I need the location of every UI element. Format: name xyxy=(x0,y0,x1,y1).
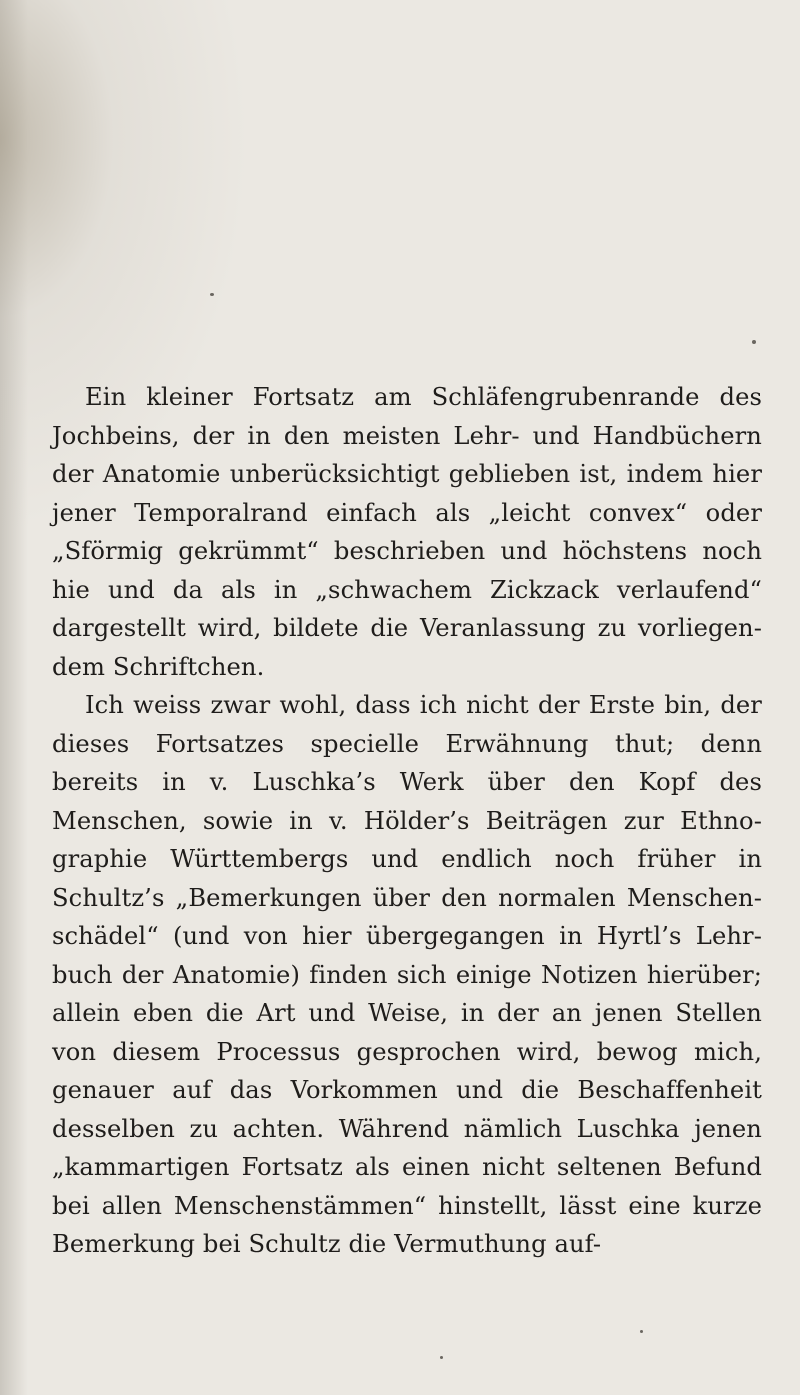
paper-speck xyxy=(752,340,756,344)
text-line: der dieses Fortsatzes specielle Erwähnung thut; denn xyxy=(52,691,762,758)
paragraph-1 xyxy=(52,378,762,686)
paper-speck xyxy=(640,1330,643,1333)
text-line: kurze Bemerkung bei Schultz die Vermuthung auf- xyxy=(52,1191,762,1258)
body-text xyxy=(52,378,762,1264)
text-line: schädel“ (und von hier übergegangen in Hyrtl’s Lehr- xyxy=(52,922,762,950)
text-line: Ich weiss zwar wohl, dass ich nicht der Erste bin, xyxy=(85,691,712,719)
text-line: hie und da als in „schwachem Zickzack verlaufend“ xyxy=(52,575,762,604)
text-line: genauer auf das Vorkommen und die Beschaffenheit xyxy=(52,1076,762,1104)
text-line: Ein kleiner Fortsatz am Schläfengrubenrande des xyxy=(85,383,762,411)
text-line: „Sförmig gekrümmt“ beschrieben und höchstens noch xyxy=(52,537,762,565)
text-line: Jochbeins, der in den meisten Lehr- und Handbüchern xyxy=(52,421,762,450)
text-line: allein eben die Art und Weise, in der an jenen Stellen xyxy=(52,999,762,1027)
text-line: Befund bei allen Menschenstämmen“ hinstellt, lässt eine xyxy=(52,1153,762,1220)
paper-speck xyxy=(210,293,214,296)
text-line: dem Schriftchen. xyxy=(52,652,265,681)
paper-speck xyxy=(440,1356,443,1359)
text-line: der Anatomie unberücksichtigt geblieben ist, indem hier xyxy=(52,460,762,488)
text-line: Menschen, sowie in v. Hölder’s Beiträgen zur Ethno- xyxy=(52,806,762,835)
paragraph-2 xyxy=(52,686,762,1264)
text-line: buch der Anatomie) finden sich einige Notizen hierüber; xyxy=(52,960,762,989)
text-line: desselben zu achten. Während nämlich Luschka xyxy=(52,1114,680,1143)
text-line: graphie Württembergs und endlich noch früher in xyxy=(52,845,762,873)
text-line: jenen „kammartigen Fortsatz als einen nicht seltenen xyxy=(52,1114,762,1181)
text-line: von diesem Processus gesprochen wird, bewog mich, xyxy=(52,1037,762,1066)
text-line: bereits in v. Luschka’s Werk über den Kopf des xyxy=(52,768,762,796)
text-line: dargestellt wird, bildete die Veranlassung zu vorliegen- xyxy=(52,614,762,642)
text-line: Schultz’s „Bemerkungen über den normalen Menschen- xyxy=(52,883,762,912)
text-line: jener Temporalrand einfach als „leicht convex“ oder xyxy=(52,498,762,527)
